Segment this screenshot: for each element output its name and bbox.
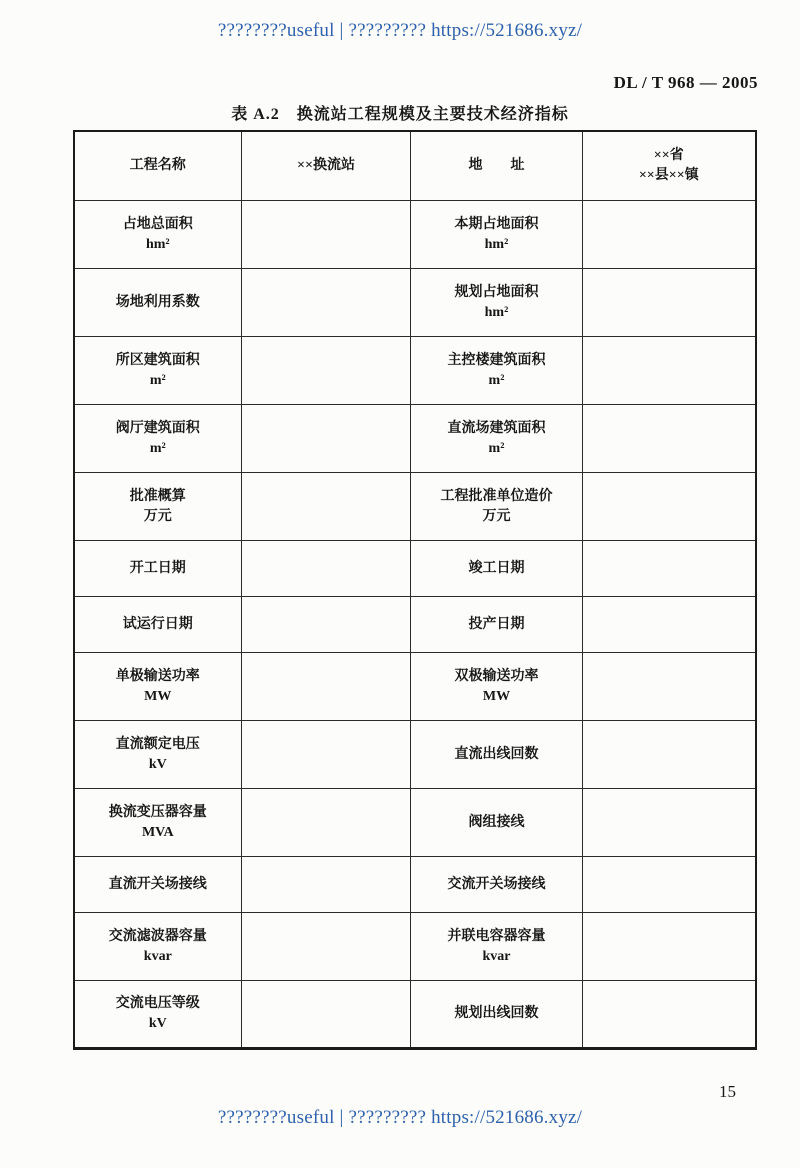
row-label-left (74, 541, 241, 597)
row-value-left (241, 337, 411, 405)
cell-label-text: 规划出线回数 (454, 1006, 539, 1022)
cell-label-text: 规划占地面积 (454, 284, 539, 300)
row-label-left (74, 337, 241, 405)
row-label-right (411, 269, 582, 337)
row-value-left (241, 597, 411, 653)
table-row (74, 405, 756, 473)
cell-label-text: 并联电容器容量 (447, 928, 546, 944)
cell-unit-text: kvar (482, 948, 511, 964)
cell-label-text: 交流电压等级 (115, 996, 200, 1011)
cell-label-text: 直流开关场接线 (108, 876, 207, 892)
address-line-1: ××省 (653, 147, 684, 163)
cell-unit-text: 万元 (143, 508, 172, 524)
cell-unit-text: MW (144, 688, 172, 704)
table-row (74, 473, 756, 541)
standard-number: DL / T 968 — 2005 (613, 72, 758, 92)
row-value-left (241, 913, 411, 981)
table-row (74, 789, 756, 857)
row-value-left (241, 721, 411, 789)
row-label-left (74, 201, 241, 269)
row-label-right (411, 653, 582, 721)
row-value-right (582, 597, 756, 653)
cell-label-text: 双极输送功率 (454, 668, 539, 684)
row-label-left (74, 913, 241, 981)
top-banner-link[interactable]: ????????useful | ????????? https://521686.xyz/ (217, 20, 583, 41)
cell-label-text: 主控楼建筑面积 (447, 352, 546, 368)
indicator-table (73, 130, 757, 1051)
cell-label-text: 直流出线回数 (454, 746, 539, 762)
cell-label-text: 开工日期 (129, 560, 186, 576)
cell-label-text: 单极输送功率 (115, 668, 200, 684)
cell-label-text: 场地利用系数 (115, 294, 200, 310)
row-value-right (582, 653, 756, 721)
header-address-label: 地 址 (411, 131, 582, 201)
table-title: 表 A.2 换流站工程规模及主要技术经济指标 (231, 105, 569, 123)
cell-unit-text: kV (148, 756, 167, 772)
cell-unit-text: hm² (145, 236, 170, 252)
cell-unit-text: MVA (141, 824, 174, 840)
table-row (74, 857, 756, 913)
row-label-left (74, 597, 241, 653)
table-row (74, 597, 756, 653)
cell-label-text: 直流场建筑面积 (447, 420, 546, 436)
row-value-right (582, 857, 756, 913)
row-label-left (74, 789, 241, 857)
row-value-right (582, 541, 756, 597)
table-row (74, 653, 756, 721)
cell-label-text: 试运行日期 (122, 616, 193, 632)
address-line-2: ××县××镇 (638, 168, 699, 184)
cell-unit-text: hm² (484, 236, 509, 252)
row-value-left (241, 473, 411, 541)
table-body (74, 201, 756, 1049)
row-label-left (74, 405, 241, 473)
header-address-value (582, 131, 756, 201)
row-value-right (582, 721, 756, 789)
row-value-left (241, 857, 411, 913)
page-number: 15 (719, 1082, 736, 1102)
row-label-right (411, 473, 582, 541)
row-label-right (411, 981, 582, 1049)
row-value-left (241, 201, 411, 269)
row-label-right (411, 337, 582, 405)
row-value-left (241, 269, 411, 337)
row-label-right (411, 405, 582, 473)
cell-label-text: 阀厅建筑面积 (115, 420, 200, 436)
row-value-left (241, 981, 411, 1049)
cell-label-text: 批准概算 (129, 488, 186, 504)
row-value-right (582, 789, 756, 857)
table-row (74, 337, 756, 405)
table-row (74, 913, 756, 981)
row-value-right (582, 201, 756, 269)
cell-unit-text: m² (488, 440, 505, 456)
row-value-right (582, 405, 756, 473)
row-label-left (74, 721, 241, 789)
row-value-left (241, 789, 411, 857)
cell-unit-text: m² (149, 372, 166, 388)
cell-label-text: 占地总面积 (122, 216, 193, 232)
row-label-right (411, 201, 582, 269)
cell-unit-text: m² (488, 372, 505, 388)
cell-label-text: 交流开关场接线 (447, 876, 546, 892)
row-value-left (241, 405, 411, 473)
cell-unit-text: 万元 (482, 508, 511, 524)
row-value-right (582, 337, 756, 405)
cell-unit-text: kV (148, 1016, 167, 1032)
row-value-right (582, 913, 756, 981)
table-row (74, 201, 756, 269)
row-value-right (582, 269, 756, 337)
cell-label-text: 直流额定电压 (115, 736, 200, 752)
row-label-right (411, 789, 582, 857)
row-label-left (74, 269, 241, 337)
header-project-name-label: 工程名称 (74, 131, 241, 201)
bottom-banner-link[interactable]: ????????useful | ????????? https://521686.xyz/ (217, 1107, 583, 1129)
cell-unit-text: hm² (484, 304, 509, 320)
row-label-left (74, 653, 241, 721)
row-value-left (241, 541, 411, 597)
cell-unit-text: m² (149, 440, 166, 456)
table-row (74, 981, 756, 1049)
cell-label-text: 工程批准单位造价 (440, 488, 553, 504)
header-project-name-value: ××换流站 (241, 131, 411, 201)
table-row (74, 269, 756, 337)
table-row (74, 721, 756, 789)
row-value-right (582, 981, 756, 1049)
cell-label-text: 交流滤波器容量 (108, 928, 207, 944)
row-label-right (411, 541, 582, 597)
cell-label-text: 本期占地面积 (454, 216, 539, 232)
row-label-left (74, 981, 241, 1049)
cell-label-text: 所区建筑面积 (115, 352, 200, 368)
row-label-right (411, 597, 582, 653)
cell-label-text: 竣工日期 (468, 560, 525, 576)
row-value-right (582, 473, 756, 541)
row-label-right (411, 913, 582, 981)
row-label-left (74, 473, 241, 541)
row-label-right (411, 721, 582, 789)
cell-unit-text: kvar (143, 948, 172, 964)
row-label-right (411, 857, 582, 913)
row-label-left (74, 857, 241, 913)
cell-label-text: 阀组接线 (468, 814, 525, 830)
cell-label-text: 换流变压器容量 (108, 804, 207, 820)
table-row (74, 541, 756, 597)
cell-label-text: 投产日期 (468, 616, 525, 632)
table-header-row (74, 131, 756, 201)
row-value-left (241, 653, 411, 721)
cell-unit-text: MW (482, 688, 511, 704)
